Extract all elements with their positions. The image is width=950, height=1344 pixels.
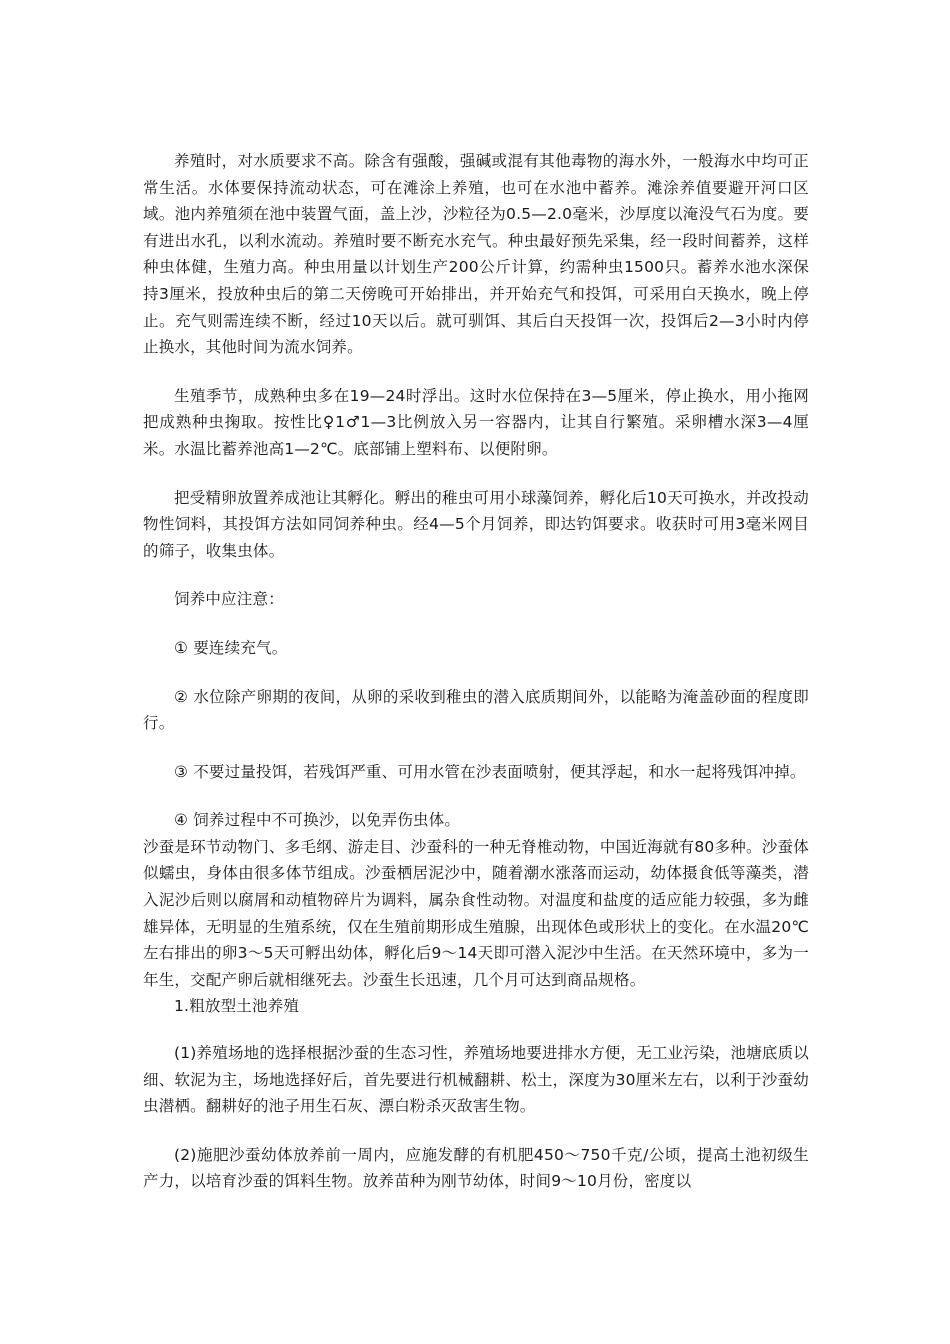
paragraph-water-quality: 养殖时，对水质要求不高。除含有强酸，强碱或混有其他毒物的海水外，一般海水中均可正常生活。水体要保持流动状态，可在滩涂上养殖，也可在水池中蓄养。滩涂养值要避开河口区域。池内养殖须在池中装置气面，盖上沙，沙粒径为0.5—2.0毫米，沙厚度以淹没气石为度。要有进出水孔，以利水流动。养殖时要不断充水充气。种虫最好预先采集，经一段时间蓄养，这样种虫体健，生殖力高。种虫用量以计划生产200公斤计算，约需种虫1500只。蓄养水池水深保持3厘米，投放种虫后的第二天傍晚可开始排出，并开始充气和投饵，可采用白天换水，晚上停止。充气则需连续不断，经过10天以后。就可驯饵、其后白天投饵一次，投饵后2—3小时内停止换水，其他时间为流水饲养。 [143,152,809,357]
paragraph-notes-heading: 饲养中应注意： [174,590,284,609]
note-item-4: ④ 饲养过程中不可换沙，以免弄伤虫体。 [174,811,461,830]
note-item-1: ① 要连续充气。 [174,638,288,657]
document-page [143,148,809,1195]
paragraph-fertilization: (2)施肥沙蚕幼体放养前一周内，应施发酵的有机肥450～750千克/公顷，提高土池初级生产力，以培育沙蚕的饵料生物。放养苗种为刚节幼体，时间9～10月份，密度以 [143,1145,809,1191]
note-item-2: ② 水位除产卵期的夜间，从卵的采收到稚虫的潜入底质期间外，以能略为淹盖砂面的程度即行。 [143,687,809,733]
paragraph-hatching: 把受精卵放置养成池让其孵化。孵出的稚虫可用小球藻饲养，孵化后10天可换水，并改投动物性饲料，其投饵方法如同饲养种虫。经4—5个月饲养，即达钓饵要求。收获时可用3毫米网目的筛子，收集虫体。 [143,488,809,560]
section-heading-extensive-pond: 1.粗放型土池养殖 [174,997,300,1016]
paragraph-site-selection: (1)养殖场地的选择根据沙蚕的生态习性，养殖场地要进排水方便，无工业污染，池塘底质以细、软泥为主，场地选择好后，首先要进行机械翻耕、松土，深度为30厘米左右，以利于沙蚕幼虫潜栖。翻耕好的池子用生石灰、漂白粉杀灭敌害生物。 [143,1044,809,1116]
paragraph-breeding-season: 生殖季节，成熟种虫多在19—24时浮出。这时水位保持在3—5厘米，停止换水，用小拖网把成熟种虫掬取。按性比♀1♂1—3比例放入另一容器内，让其自行繁殖。采卵槽水深3—4厘米。水温比蓄养池高1—2℃。底部铺上塑料布、以便附卵。 [143,386,809,458]
note-item-3: ③ 不要过量投饵，若残饵严重、可用水管在沙表面喷射，便其浮起，和水一起将残饵冲掉。 [174,762,806,781]
paragraph-sandworm-intro: 沙蚕是环节动物门、多毛纲、游走目、沙蚕科的一种无脊椎动物，中国近海就有80多种。沙蚕体似蠕虫，身体由很多体节组成。沙蚕栖居泥沙中，随着潮水涨落而运动，幼体摄食低等藻类，潜入泥沙后则以腐屑和动植物碎片为调料，属杂食性动物。对温度和盐度的适应能力较强，多为雌雄异体，无明显的生殖系统，仅在生殖前期形成生殖腺，出现体色或形状上的变化。在水温20℃左右排出的卵3～5天可孵出幼体，孵化后9～14天即可潜入泥沙中生活。在天然环境中，多为一年生，交配产卵后就相继死去。沙蚕生长迅速，几个月可达到商品规格。 [143,837,809,989]
